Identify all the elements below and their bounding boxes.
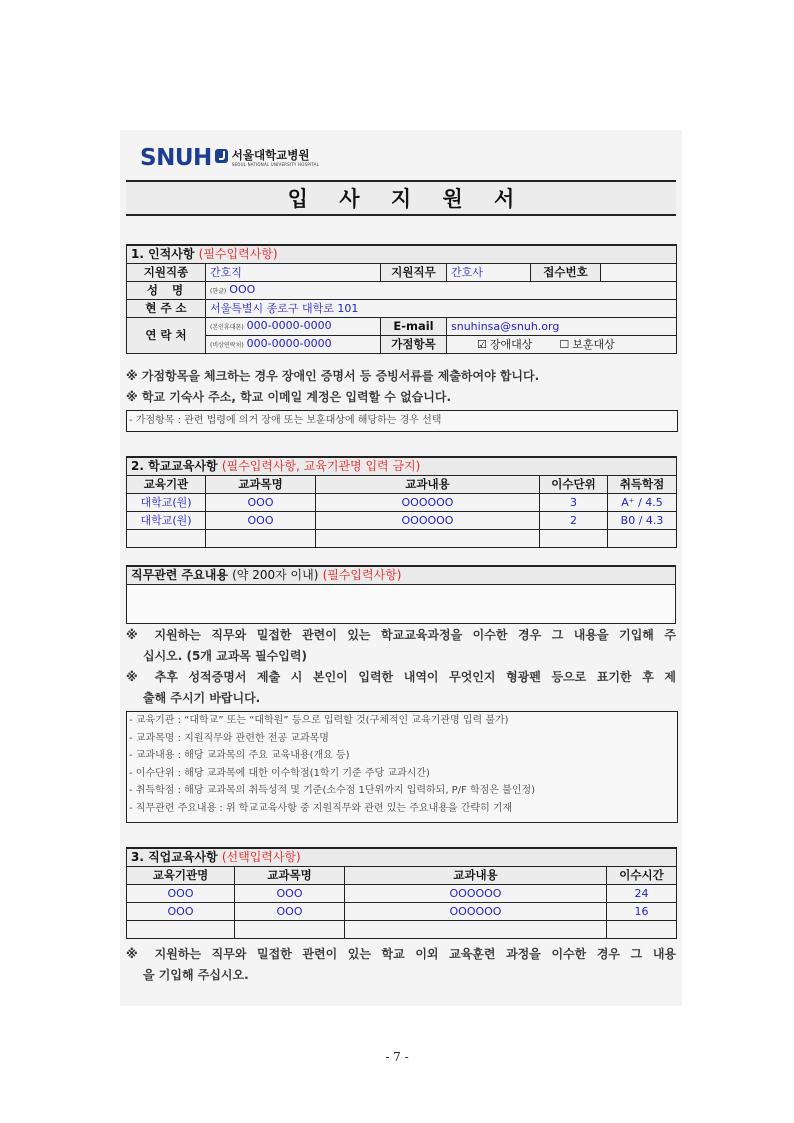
info-line: - 교과목명 : 지원직무와 관련한 전공 교과목명 xyxy=(129,732,329,744)
column-header: 교과목명 xyxy=(206,476,316,494)
notes-section1 xyxy=(126,366,539,408)
table-cell[interactable]: OOO xyxy=(206,512,316,530)
info-line: - 교과내용 : 해당 교과목의 주요 교육내용(개요 등) xyxy=(129,750,350,761)
column-header: 이수단위 xyxy=(540,476,608,494)
column-header: 교과내용 xyxy=(345,867,607,885)
table-cell[interactable] xyxy=(316,530,540,548)
column-header: 교과내용 xyxy=(316,476,540,494)
table-header-row xyxy=(127,476,677,494)
table-row xyxy=(127,512,677,530)
table-cell[interactable] xyxy=(206,530,316,548)
table-cell[interactable]: OOOOOO xyxy=(316,494,540,512)
notes-section3 xyxy=(126,944,676,986)
note-line: ※ 지원하는 직무와 밀접한 관련이 있는 학교 이외 교육훈련 과정을 이수한 경우 그 내용 xyxy=(126,947,676,961)
column-header: 교과목명 xyxy=(235,867,345,885)
logo-text xyxy=(232,148,319,167)
table-cell[interactable] xyxy=(127,530,206,548)
logo-name-en: SEOUL NATIONAL UNIVERSITY HOSPITAL xyxy=(231,162,320,167)
info-box-extra-points xyxy=(126,410,678,432)
notes-section2 xyxy=(126,625,676,709)
table-row xyxy=(127,885,677,903)
table-cell[interactable]: A⁺ / 4.5 xyxy=(608,494,677,512)
table-cell[interactable]: OOO xyxy=(127,885,235,903)
note-line: 출해 주시기 바랍니다. xyxy=(143,691,261,705)
duty-content-table xyxy=(126,565,676,624)
table-cell[interactable]: 16 xyxy=(607,903,677,921)
page-title: 입 사 지 원 서 xyxy=(287,187,527,211)
email-field[interactable]: snuhinsa@snuh.org xyxy=(447,318,677,336)
table-cell[interactable]: B0 / 4.3 xyxy=(608,512,677,530)
phone-emergency-field[interactable]: (비상연락처) 000-0000-0000 xyxy=(206,336,381,354)
checked-box-icon: ☑ xyxy=(477,338,487,351)
extra-points-label: 가점항목 xyxy=(381,336,447,354)
note-line: 십시오. (5개 교과목 필수입력) xyxy=(143,649,307,663)
table-row xyxy=(127,530,677,548)
address-label: 현 주 소 xyxy=(127,300,206,318)
job-type-label: 지원직종 xyxy=(127,264,206,282)
vocational-education-table xyxy=(126,847,677,939)
name-field[interactable]: (한글) OOO xyxy=(206,282,677,300)
table-cell[interactable]: OOO xyxy=(127,903,235,921)
column-header: 교육기관명 xyxy=(127,867,235,885)
personal-info-table xyxy=(126,244,677,354)
info-line: - 취득학점 : 해당 교과목의 취득성적 및 기준(소수점 1단위까지 입력하되, P/F 학점은 불인정) xyxy=(129,785,536,796)
table-row xyxy=(127,494,677,512)
snuh-logo xyxy=(140,143,319,171)
job-type-field[interactable]: 간호직 xyxy=(206,264,381,282)
section3-heading: 3. 직업교육사항 (선택입력사항) xyxy=(127,848,677,867)
note-line: ※ 추후 성적증명서 제출 시 본인이 입력한 내역이 무엇인지 형광펜 등으로 표기한 후 제 xyxy=(126,670,676,684)
veteran-checkbox[interactable]: ☐ 보훈대상 xyxy=(559,338,615,351)
table-cell[interactable]: 대학교(원) xyxy=(127,512,206,530)
duty-content-field[interactable] xyxy=(127,585,676,624)
table-cell[interactable] xyxy=(345,921,607,939)
table-cell[interactable]: OOOOOO xyxy=(316,512,540,530)
table-cell[interactable]: 2 xyxy=(540,512,608,530)
page-title-bar xyxy=(126,180,676,216)
section1-heading: 1. 인적사항 (필수입력사항) xyxy=(127,245,677,264)
note-line: 을 기입해 주십시오. xyxy=(143,968,249,982)
school-education-table xyxy=(126,456,677,548)
table-row xyxy=(127,921,677,939)
duty-heading: 직무관련 주요내용 (약 200자 이내) (필수입력사항) xyxy=(127,566,676,585)
table-cell[interactable] xyxy=(235,921,345,939)
extra-points-options xyxy=(447,336,677,354)
table-cell[interactable]: OOOOOO xyxy=(345,885,607,903)
table-cell[interactable]: OOO xyxy=(235,885,345,903)
info-line: - 직무관련 주요내용 : 위 학교교육사항 중 지원직무와 관련 있는 주요내용을 간략히 기재 xyxy=(129,802,513,814)
table-cell[interactable]: 3 xyxy=(540,494,608,512)
empty-box-icon: ☐ xyxy=(559,338,570,351)
note-line: ※ 가점항목을 체크하는 경우 장애인 증명서 등 증빙서류를 제출하여야 합니다. xyxy=(126,369,540,383)
info-box-education xyxy=(126,711,678,823)
logo-mark-icon xyxy=(215,149,228,163)
info-line: - 교육기관 : “대학교” 또는 “대학원” 등으로 입력할 것(구체적인 교육기관명 입력 불가) xyxy=(129,715,509,726)
table-cell[interactable] xyxy=(608,530,677,548)
receipt-no-field[interactable] xyxy=(601,264,677,282)
note-line: ※ 학교 기숙사 주소, 학교 이메일 계정은 입력할 수 없습니다. xyxy=(126,390,452,404)
table-cell[interactable]: OOO xyxy=(206,494,316,512)
job-duty-label: 지원직무 xyxy=(381,264,447,282)
address-field[interactable]: 서울특별시 종로구 대학로 101 xyxy=(206,300,677,318)
info-line: - 이수단위 : 해당 교과목에 대한 이수학점(1학기 기준 주당 교과시간) xyxy=(129,767,430,779)
page-number: - 7 - xyxy=(385,1050,409,1064)
contact-label: 연 락 처 xyxy=(127,318,206,354)
logo-brand: SNUH xyxy=(140,145,212,171)
table-cell[interactable]: OOOOOO xyxy=(345,903,607,921)
table-cell[interactable] xyxy=(540,530,608,548)
job-duty-field[interactable]: 간호사 xyxy=(447,264,531,282)
section2-heading: 2. 학교교육사항 (필수입력사항, 교육기관명 입력 금지) xyxy=(127,457,677,476)
email-label: E-mail xyxy=(381,318,447,336)
name-label: 성 명 xyxy=(127,282,206,300)
info-line: - 가점항목 : 관련 법령에 의거 장애 또는 보훈대상에 해당하는 경우 선택 xyxy=(129,415,442,426)
table-row xyxy=(127,903,677,921)
table-cell[interactable]: 대학교(원) xyxy=(127,494,206,512)
note-line: ※ 지원하는 직무와 밀접한 관련이 있는 학교교육과정을 이수한 경우 그 내용을 기입해 주 xyxy=(126,628,676,642)
column-header: 이수시간 xyxy=(607,867,677,885)
column-header: 교육기관 xyxy=(127,476,206,494)
phone-self-field[interactable]: (본인휴대폰) 000-0000-0000 xyxy=(206,318,381,336)
table-cell[interactable] xyxy=(607,921,677,939)
table-cell[interactable]: 24 xyxy=(607,885,677,903)
column-header: 취득학점 xyxy=(608,476,677,494)
table-cell[interactable] xyxy=(127,921,235,939)
logo-name-kr: 서울대학교병원 xyxy=(231,148,310,162)
table-cell[interactable]: OOO xyxy=(235,903,345,921)
disability-checkbox[interactable]: ☑ 장애대상 xyxy=(477,338,533,351)
table-header-row xyxy=(127,867,677,885)
receipt-no-label: 접수번호 xyxy=(531,264,601,282)
